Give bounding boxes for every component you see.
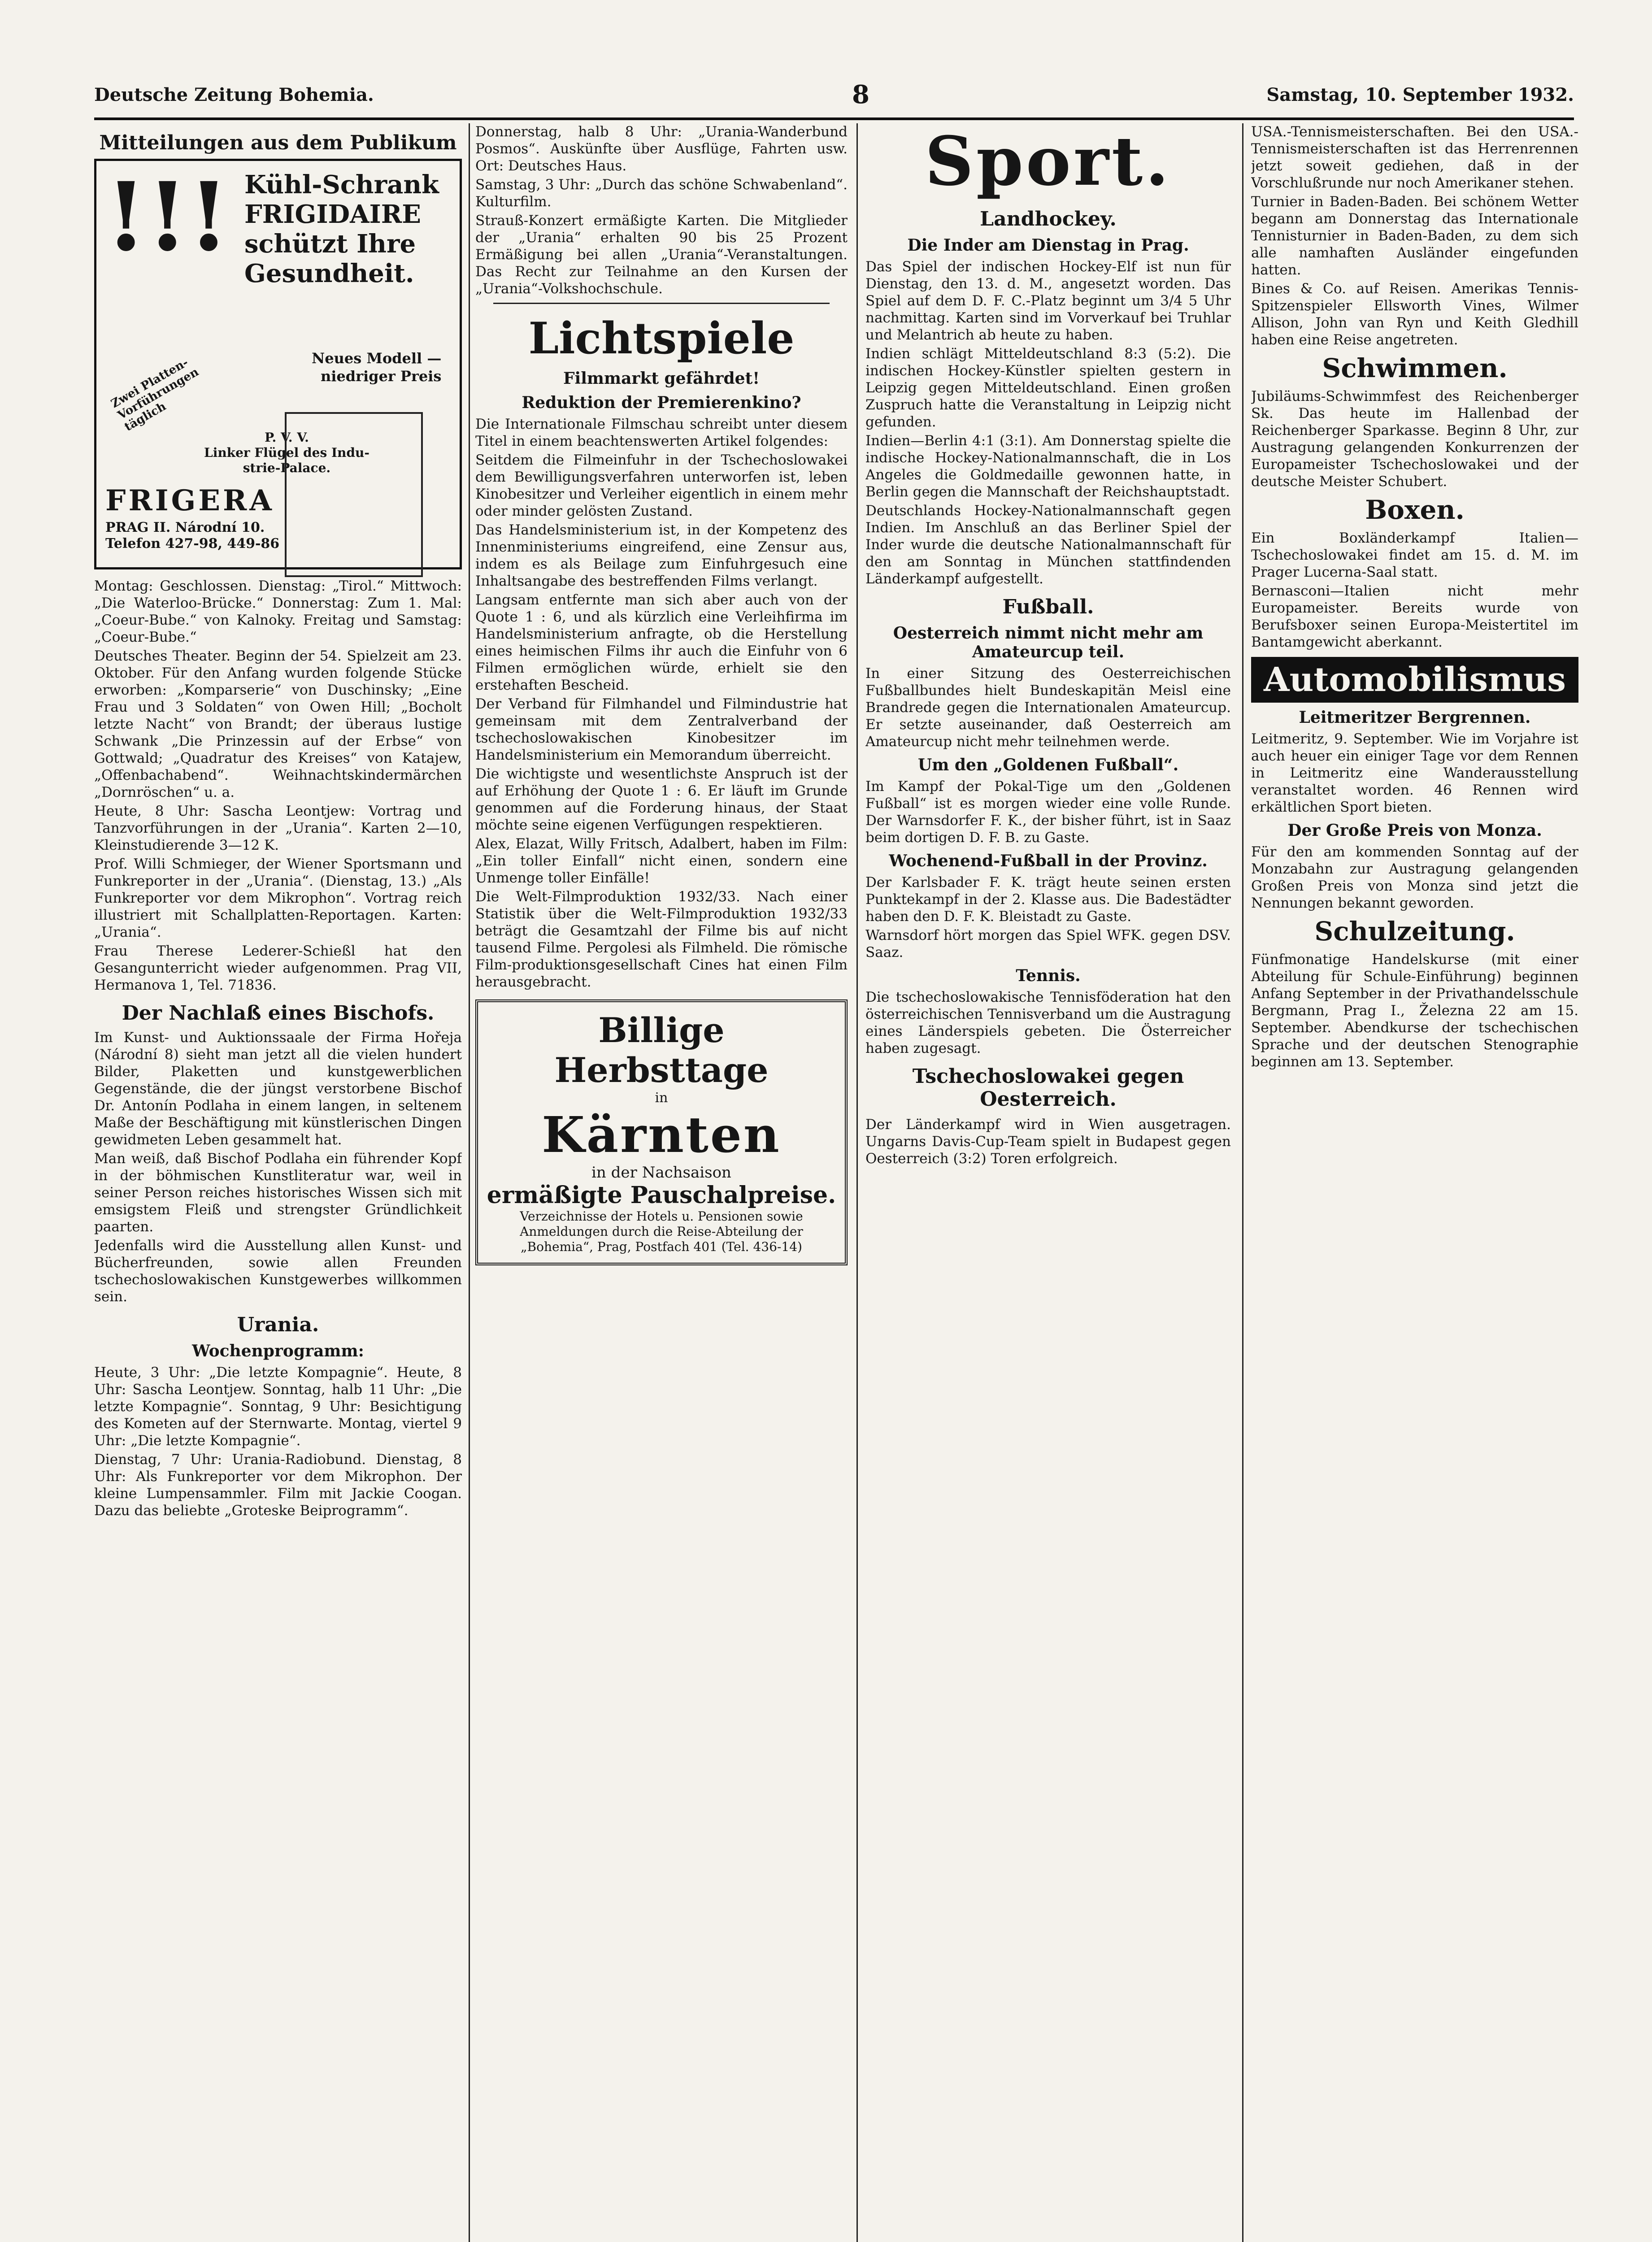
article-heading: Urania. [237, 1313, 319, 1336]
paragraph: Ein Boxländerkampf Italien—Tschechoslowakei findet am 15. d. M. im Prager Lucerna-Saal statt. [1251, 530, 1578, 580]
paragraph: Die wichtigste und wesentlichste Anspruch ist der auf Erhöhung der Quote 1 : 6. Er läuft im Grunde genommen auf die Forderung hinaus, der Staat möchte seine eigenen Verfügungen respektieren. [475, 766, 848, 833]
paragraph: Montag: Geschlossen. Dienstag: „Tirol.“ Mittwoch: „Die Waterloo-Brücke.“ Donnerstag: Zum 1. Mal: „Coeur-Bube.“ von Kalnoky. Freitag und Samstag: „Coeur-Bube.“ [94, 578, 462, 645]
paragraph: Donnerstag, halb 8 Uhr: „Urania-Wanderbund Posmos“. Auskünfte über Ausflüge, Fahrten usw. Ort: Deutsches Haus. [475, 124, 848, 174]
fridge-illustration [285, 412, 423, 577]
column-3 [865, 123, 1231, 2242]
column-divider [1242, 123, 1243, 2242]
frigidaire-advertisement [94, 159, 462, 569]
top-rule [94, 117, 1574, 120]
paragraph: Heute, 8 Uhr: Sascha Leontjew: Vortrag und Tanzvorführungen in der „Urania“. Karten 2—10, Kleinstudierende 3—12 K. [94, 803, 462, 853]
paragraph: Indien schlägt Mitteldeutschland 8:3 (5:2). Die indischen Hockey-Künstler spielten gestern in Leipzig gegen Mitteldeutschland. Einen großen Zuspruch hatte die Veranstaltung in Leipzig nicht gefunden. [865, 346, 1231, 430]
paragraph: Die Welt-Filmproduktion 1932/33. Nach einer Statistik über die Welt-Filmproduktion 1932/33 beträgt die Gesamtzahl der Filme bis auf nicht tausend Filme. Pergolesi als Filmheld. Die römische Film-produktionsgesellschaft Cines hat einen Film herausgebracht. [475, 889, 848, 990]
paragraph: Die Internationale Filmschau schreibt unter diesem Titel in einem beachtenswerten Artikel folgendes: [475, 416, 848, 449]
sub-heading: Tennis. [1016, 966, 1081, 985]
sub-heading: Filmmarkt gefährdet! [563, 369, 760, 388]
paragraph: Man weiß, daß Bischof Podlaha ein führender Kopf in der böhmischen Kunstliteratur war, weil in seiner Person reiches historisches Wissen sich mit emsigstem Fleiß und strengster Gründlichkeit paarten. [94, 1151, 462, 1235]
ad-brand: FRIGERA [105, 484, 274, 517]
paragraph: Langsam entfernte man sich aber auch von der Quote 1 : 6, und als kürzlich eine Verleihfirma im Handelsministerium anfragte, ob die Herstellung eines heimischen Films ihr auch die Einfuhr von 6 Filmen ermöglichen würde, erhielt sie den erstehaften Bescheid. [475, 592, 848, 693]
paragraph: Im Kampf der Pokal-Tige um den „Goldenen Fußball“ ist es morgen wieder eine volle Runde. Der Warnsdorfer F. K., der bisher führt, ist in Saaz beim dortigen D. F. B. zu Gaste. [865, 778, 1231, 846]
paragraph: In einer Sitzung des Oesterreichischen Fußballbundes hielt Bundeskapitän Meisl eine Brandrede gegen die Internationalen Amateurcup. Er setzte auseinander, daß Oesterreich am Amateurcup nicht mehr teilnehmen werde. [865, 665, 1231, 750]
ad-address: PRAG II. Národní 10. Telefon 427-98, 449-86 [105, 520, 280, 552]
column-4 [1251, 123, 1578, 2242]
paragraph: Turnier in Baden-Baden. Bei schönem Wetter begann am Donnerstag das Internationale Tennisturnier in Baden-Baden, zu dem sich alle namhaften Ausländer eingefunden hatten. [1251, 194, 1578, 278]
paragraph: Warnsdorf hört morgen das Spiel WFK. gegen DSV. Saaz. [865, 927, 1231, 960]
paragraph: Der Verband für Filmhandel und Filmindustrie hat gemeinsam mit dem Zentralverband der tschechoslowakischen Kinobesitzer im Handelsministerium ein Memorandum überreicht. [475, 696, 848, 763]
article-heading: Landhockey. [980, 208, 1117, 230]
page-number: 8 [852, 80, 869, 109]
column-1 [94, 123, 462, 2242]
paragraph: Der Länderkampf wird in Wien ausgetragen. Ungarns Davis-Cup-Team spielt in Budapest gegen Oesterreich (3:2) Toren erfolgreich. [865, 1117, 1231, 1167]
paper-name: Deutsche Zeitung Bohemia. [94, 84, 374, 105]
section-heading: Boxen. [1365, 495, 1465, 525]
section-heading: Mitteilungen aus dem Publikum [99, 131, 457, 154]
masthead [94, 80, 1574, 111]
column-2 [475, 123, 848, 2242]
paragraph: Fünfmonatige Handelskurse (mit einer Abteilung für Schule-Einführung) beginnen Anfang September in der Privathandelsschule Bergmann, Prag I., Železna 22 am 15. September. Abendkurse der tschechischen Sprache und der deutschen Stenographie beginnen am 13. September. [1251, 952, 1578, 1070]
paragraph: Leitmeritz, 9. September. Wie im Vorjahre ist auch heuer ein einiger Tage vor dem Rennen in Leitmeritz eine Wanderausstellung veranstaltet worden. 46 Rennen wird erkältlichen Sport bieten. [1251, 731, 1578, 815]
sub-heading: Der Große Preis von Monza. [1287, 821, 1542, 840]
sub-heading: Um den „Goldenen Fußball“. [917, 756, 1179, 774]
paragraph: Seitdem die Filmeinfuhr in der Tschechoslowakei dem Bewilligungsverfahren unterworfen ist, leben Kinobesitzer und Verleiher eigentlich in einem mehr oder minder gelösten Zustand. [475, 452, 848, 519]
section-heading: Lichtspiele [528, 313, 795, 364]
section-heading: Schulzeitung. [1314, 916, 1515, 947]
ad-exclamation: !!! [105, 161, 230, 272]
ad-dealer: P. V. V. Linker Flügel des Indu- strie-Palace. [204, 430, 370, 475]
column-divider [856, 123, 858, 2242]
paragraph: Jubiläums-Schwimmfest des Reichenberger Sk. Das heute im Hallenbad der Reichenberger Sparkasse. Beginn 8 Uhr, zur Austragung gelangenden Konkurrenzen der Europameister Tschechoslowakei und der deutsche Meister Schubert. [1251, 388, 1578, 490]
section-heading: Schwimmen. [1322, 353, 1508, 383]
paragraph: Dienstag, 7 Uhr: Urania-Radiobund. Dienstag, 8 Uhr: Als Funkreporter vor dem Mikrophon. Der kleine Lumpensammler. Film mit Jackie Coogan. Dazu das beliebte „Groteske Beiprogramm“. [94, 1451, 462, 1519]
column-divider [469, 123, 470, 2242]
sub-heading: Reduktion der Premierenkino? [522, 393, 801, 412]
paragraph: Das Spiel der indischen Hockey-Elf ist nun für Dienstag, den 13. d. M., angesetzt worden. Das Spiel auf dem D. F. C.-Platz beginnt um 3/4 5 Uhr nachmittag. Karten sind im Vorverkauf bei Truhlar und Melantrich ab heute zu haben. [865, 259, 1231, 343]
paragraph: Indien—Berlin 4:1 (3:1). Am Donnerstag spielte die indische Hockey-Nationalmannschaft, die in Los Angeles die Goldmedaille gewonnen hatte, in Berlin gegen die Mannschaft der Reichshauptstadt. [865, 433, 1231, 500]
paragraph: Jedenfalls wird die Ausstellung allen Kunst- und Bücherfreunden, sowie allen Freunden tschechoslowakischen Kunstgewerbes willkommen sein. [94, 1238, 462, 1305]
sub-heading: Wochenend-Fußball in der Provinz. [889, 852, 1208, 870]
ad-rotated-text: Zwei Platten-Vorführungen täglich [109, 356, 201, 434]
article-heading: Fußball. [1002, 595, 1094, 618]
paragraph: Heute, 3 Uhr: „Die letzte Kompagnie“. Heute, 8 Uhr: Sascha Leontjew. Sonntag, halb 11 Uhr: „Die letzte Kompagnie“. Sonntag, 9 Uhr: Besichtigung des Kometen auf der Sternwarte. Montag, viertel 9 Uhr: „Die letzte Kompagnie“. [94, 1364, 462, 1449]
sub-heading: Die Inder am Dienstag in Prag. [907, 236, 1189, 255]
paragraph: Deutsches Theater. Beginn der 54. Spielzeit am 23. Oktober. Für den Anfang wurden folgende Stücke erworben: „Komparserie“ von Duschinsky; „Eine Frau und 3 Soldaten“ von Owen Hill; „Bocholt letzte Nacht“ von Brandt; der überaus lustige Schwank „Die Prinzessin auf der Erbse“ von Gottwald; „Quadratur des Kreises“ von Katajew, „Offenbachabend“. Weihnachtskindermärchen „Dornröschen“ u. a. [94, 648, 462, 800]
paragraph: Das Handelsministerium ist, in der Kompetenz des Innenministeriums eingreifend, eine Zensur aus, indem es als Beilage zum Einfuhrgesuch eine Inhaltsangabe des bestreffenden Films verlangt. [475, 522, 848, 589]
ad-headline: Kühl-Schrank FRIGIDAIRE schützt Ihre Gesundheit. [244, 170, 439, 288]
sub-heading: Oesterreich nimmt nicht mehr am Amateurcup teil. [893, 624, 1204, 661]
article-heading: Tschechoslowakei gegen Oesterreich. [912, 1065, 1184, 1111]
article-heading: Der Nachlaß eines Bischofs. [122, 1002, 435, 1025]
paragraph: Bines & Co. auf Reisen. Amerikas Tennis-Spitzenspieler Ellsworth Vines, Wilmer Allison, John van Ryn und Keith Gledhill haben eine Reise angetreten. [1251, 281, 1578, 348]
paragraph: Im Kunst- und Auktionssaale der Firma Hořeja (Národní 8) sieht man jetzt all die vielen hundert Bilder, Plaketten und kunstgewerblichen Gegenstände, die der jüngst verstorbene Bischof Dr. Antonín Podlaha in einem langen, in seltenem Maße der Beschäftigung mit künstlerischen Dingen gewidmeten Leben gesammelt hat. [94, 1030, 462, 1148]
paragraph: Der Karlsbader F. K. trägt heute seinen ersten Punktekampf in der 2. Klasse aus. Die Badestädter haben den D. F. K. Bleistadt zu Gaste. [865, 874, 1231, 925]
ad-subline: Neues Modell — niedriger Preis [312, 350, 442, 385]
paragraph: Alex, Elazat, Willy Fritsch, Adalbert, haben im Film: „Ein toller Einfall“ nicht einen, sondern eine Unmenge toller Einfälle! [475, 836, 848, 886]
paragraph: Prof. Willi Schmieger, der Wiener Sportsmann und Funkreporter in der „Urania“. (Dienstag, 13.) „Als Funkreporter vor dem Mikrophon“. Vortrag reich illustriert mit Schallplatten-Reportagen. Karten: „Urania“. [94, 856, 462, 940]
paragraph: Strauß-Konzert ermäßigte Karten. Die Mitglieder der „Urania“ erhalten 90 bis 25 Prozent Ermäßigung bei allen „Urania“-Veranstaltungen. Das Recht zur Teilnahme an den Kursen der „Urania“-Volkshochschule. [475, 213, 848, 297]
section-heading: Sport. [925, 123, 1172, 201]
paragraph: Samstag, 3 Uhr: „Durch das schöne Schwabenland“. Kulturfilm. [475, 177, 848, 210]
paragraph: USA.-Tennismeisterschaften. Bei den USA.-Tennismeisterschaften ist das Herrenrennen jetzt soweit gediehen, daß in der Vorschlußrunde nur noch Amerikaner stehen. [1251, 124, 1578, 191]
paragraph: Die tschechoslowakische Tennisföderation hat den österreichischen Tennisverband um die Austragung eines Länderspiels gebeten. Die Österreicher haben zugesagt. [865, 989, 1231, 1056]
section-heading: Automobilismus [1251, 657, 1578, 703]
paragraph: Bernasconi—Italien nicht mehr Europameister. Bereits wurde von Berufsboxer seinen Europa-Meistertitel im Bantamgewicht aberkannt. [1251, 583, 1578, 650]
paragraph: Deutschlands Hockey-Nationalmannschaft gegen Indien. Im Anschluß an das Berliner Spiel der Inder wurde die deutsche Nationalmannschaft für den am Sonntag in München stattfindenden Länderkampf aufgestellt. [865, 503, 1231, 587]
sub-heading: Wochenprogramm: [192, 1342, 364, 1360]
sub-heading: Leitmeritzer Bergrennen. [1299, 708, 1531, 727]
divider [493, 303, 830, 304]
paragraph: Für den am kommenden Sonntag auf der Monzabahn zur Austragung gelangenden Großen Preis von Monza sind jetzt die Nennungen bekannt geworden. [1251, 844, 1578, 911]
paragraph: Frau Therese Lederer-Schießl hat den Gesangunterricht wieder aufgenommen. Prag VII, Hermanova 1, Tel. 71836. [94, 943, 462, 993]
kaernten-advertisement: Billige Herbsttage in Kärnten in der Nachsaison ermäßigte Pauschalpreise. Verzeichnisse der Hotels u. Pensionen sowie Anmeldungen durch die Reise-Abteilung der „Bohemia“, Prag, Postfach 401 (Tel. 436-14) [475, 999, 848, 1265]
issue-date: Samstag, 10. September 1932. [1266, 84, 1574, 105]
